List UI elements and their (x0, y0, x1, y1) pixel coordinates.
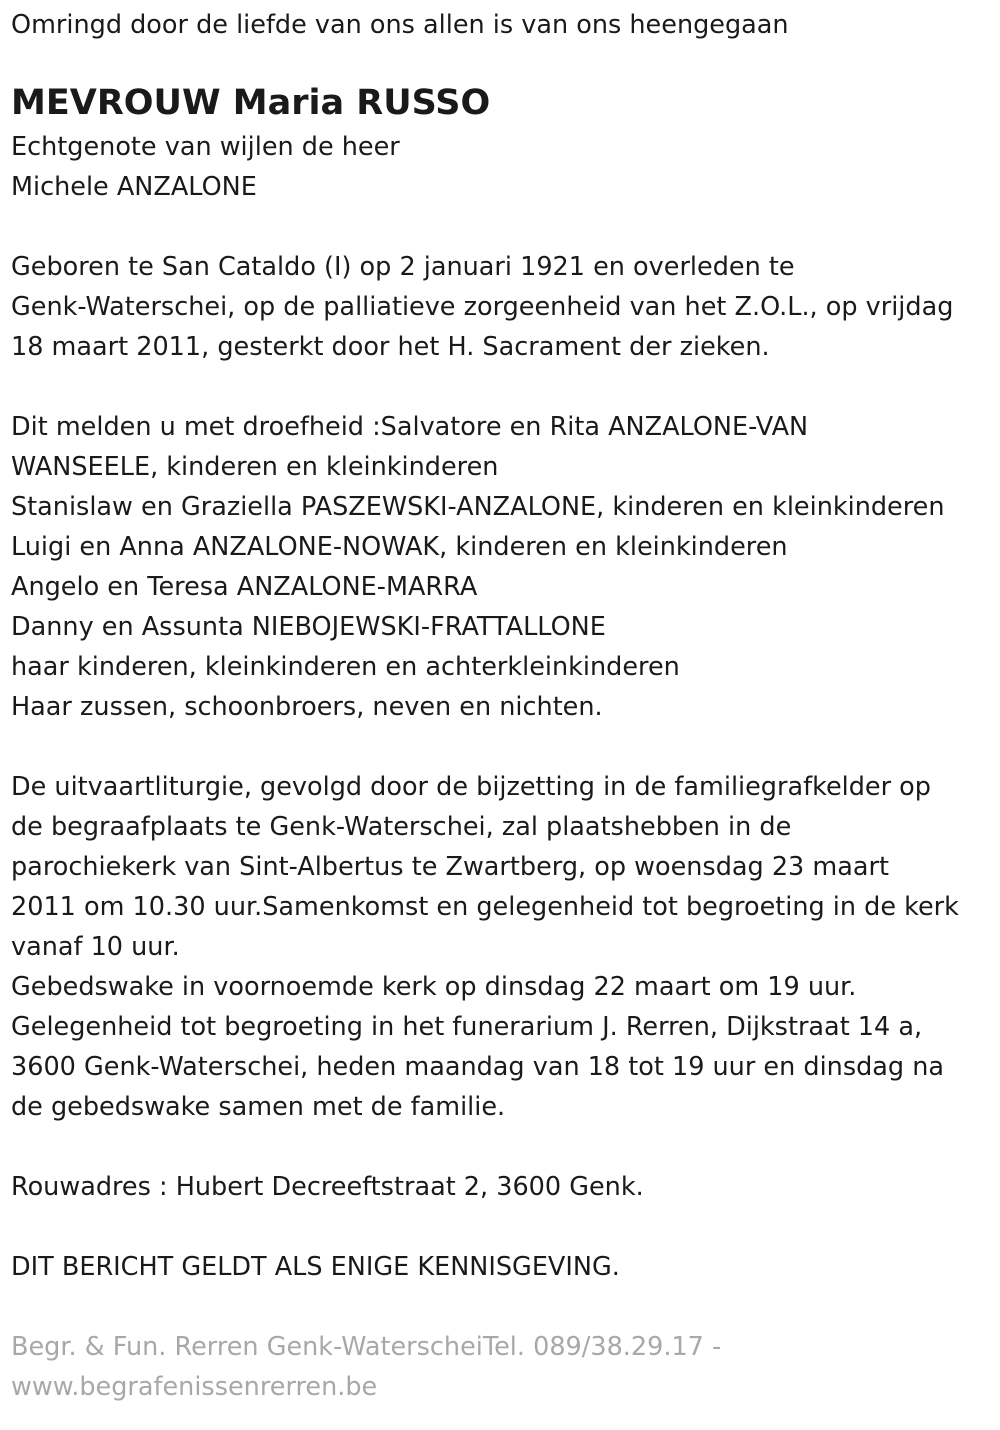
spouse-section (11, 127, 996, 207)
funeral-line: Gelegenheid tot begroeting in het funerarium J. Rerren, Dijkstraat 14 a, (11, 1012, 923, 1042)
birth-death-line: Genk-Waterschei, op de palliatieve zorgeenheid van het Z.O.L., op vrijdag (11, 292, 954, 322)
footer-website: www.begrafenissenrerren.be (11, 1372, 378, 1402)
birth-death-section (11, 247, 996, 367)
spacer (11, 727, 996, 767)
birth-death-line: Geboren te San Cataldo (I) op 2 januari 1921 en overleden te (11, 252, 795, 282)
family-line: Haar zussen, schoonbroers, neven en nichten. (11, 692, 603, 722)
funeral-line: de gebedswake samen met de familie. (11, 1092, 506, 1122)
family-line: Luigi en Anna ANZALONE-NOWAK, kinderen en kleinkinderen (11, 532, 788, 562)
birth-death-line: 18 maart 2011, gesterkt door het H. Sacrament der zieken. (11, 332, 770, 362)
spacer (11, 1127, 996, 1167)
family-line: Stanislaw en Graziella PASZEWSKI-ANZALONE, kinderen en kleinkinderen (11, 492, 945, 522)
family-section (11, 407, 996, 727)
funeral-line: Gebedswake in voornoemde kerk op dinsdag 22 maart om 19 uur. (11, 972, 857, 1002)
funeral-line: parochiekerk van Sint-Albertus te Zwartberg, op woensdag 23 maart (11, 852, 889, 882)
official-notice: DIT BERICHT GELDT ALS ENIGE KENNISGEVING. (11, 1252, 620, 1282)
mourning-address: Rouwadres : Hubert Decreeftstraat 2, 3600 Genk. (11, 1172, 644, 1202)
funeral-line: De uitvaartliturgie, gevolgd door de bijzetting in de familiegrafkelder op (11, 772, 931, 802)
funeral-line: 2011 om 10.30 uur.Samenkomst en gelegenheid tot begroeting in de kerk (11, 892, 959, 922)
spacer (11, 1287, 996, 1327)
footer-contact: Begr. & Fun. Rerren Genk-WaterscheiTel. 089/38.29.17 - (11, 1332, 722, 1362)
deceased-name: MEVROUW Maria RUSSO (11, 83, 491, 123)
funeral-home-footer (11, 1327, 996, 1407)
family-line: Danny en Assunta NIEBOJEWSKI-FRATTALLONE (11, 612, 606, 642)
spacer (11, 207, 996, 247)
spacer (11, 367, 996, 407)
intro-text: Omringd door de liefde van ons allen is van ons heengegaan (11, 10, 789, 40)
family-line: haar kinderen, kleinkinderen en achterkleinkinderen (11, 652, 680, 682)
family-line: Angelo en Teresa ANZALONE-MARRA (11, 572, 478, 602)
funeral-line: de begraafplaats te Genk-Waterschei, zal plaatshebben in de (11, 812, 792, 842)
funeral-section (11, 767, 996, 1127)
family-line: Dit melden u met droefheid :Salvatore en Rita ANZALONE-VAN (11, 412, 809, 442)
spouse-line: Michele ANZALONE (11, 172, 257, 202)
obituary-notice (11, 0, 996, 1407)
funeral-line: vanaf 10 uur. (11, 932, 180, 962)
family-line: WANSEELE, kinderen en kleinkinderen (11, 452, 499, 482)
funeral-line: 3600 Genk-Waterschei, heden maandag van 18 tot 19 uur en dinsdag na (11, 1052, 945, 1082)
spouse-line: Echtgenote van wijlen de heer (11, 132, 400, 162)
spacer (11, 1207, 996, 1247)
